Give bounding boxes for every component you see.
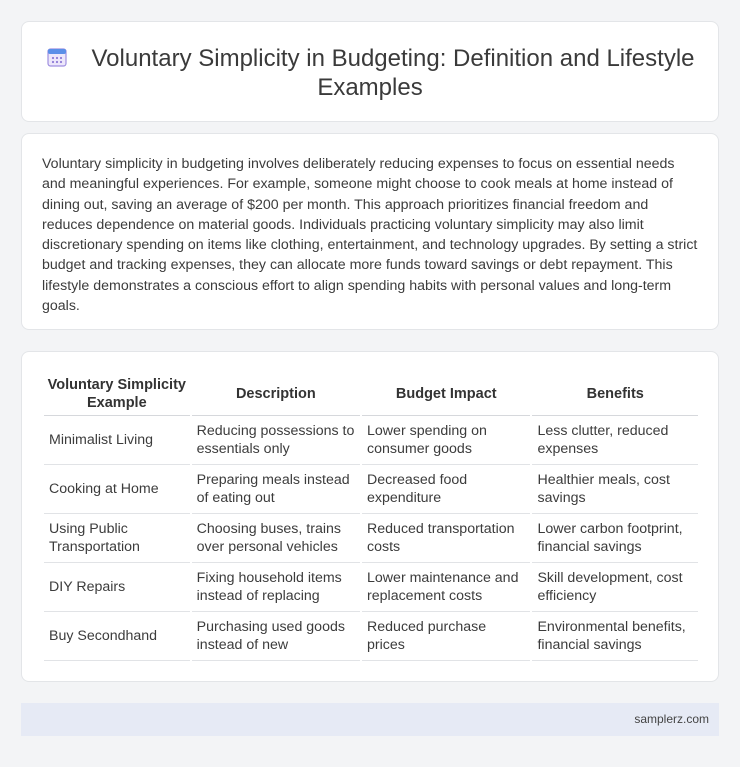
title-card [21,21,719,122]
intro-paragraph: Voluntary simplicity in budgeting involves deliberately reducing expenses to focus on essential needs and meaningful experiences. For example, someone might choose to cook meals at home instead of dining out, saving an average of $200 per month. This approach prioritizes financial freedom and reduces dependence on material goods. Individuals practicing voluntary simplicity may also limit discretionary spending on items like clothing, entertainment, and technology upgrades. By setting a strict budget and tracking expenses, they can allocate more funds toward savings or debt repayment. This lifestyle demonstrates a conscious effort to align spending habits with personal values and long-term goals. [42,156,698,315]
cell-description: Purchasing used goods instead of new [192,612,360,661]
table-row [44,612,698,661]
cell-example: Cooking at Home [44,465,190,514]
header-budget-impact: Budget Impact [362,372,530,416]
examples-table [42,372,700,661]
cell-example: Minimalist Living [44,416,190,465]
table-card [21,351,719,682]
footer-bar [21,703,719,736]
cell-description: Reducing possessions to essentials only [192,416,360,465]
cell-budget-impact: Decreased food expenditure [362,465,530,514]
table-header-row [44,372,698,416]
table-row [44,416,698,465]
cell-budget-impact: Lower maintenance and replacement costs [362,563,530,612]
cell-example: Buy Secondhand [44,612,190,661]
table-row [44,514,698,563]
intro-card [21,133,719,330]
cell-example: DIY Repairs [44,563,190,612]
header-description: Description [192,372,360,416]
table-row [44,465,698,514]
header-example: Voluntary Simplicity Example [44,372,190,416]
cell-description: Fixing household items instead of replacing [192,563,360,612]
page-title: Voluntary Simplicity in Budgeting: Definition and Lifestyle Examples [91,45,695,101]
cell-description: Preparing meals instead of eating out [192,465,360,514]
cell-benefits: Skill development, cost efficiency [532,563,698,612]
page-title-wrap [22,44,718,102]
cell-benefits: Lower carbon footprint, financial savings [532,514,698,563]
cell-example: Using Public Transportation [44,514,190,563]
cell-benefits: Healthier meals, cost savings [532,465,698,514]
header-benefits: Benefits [532,372,698,416]
cell-benefits: Environmental benefits, financial savings [532,612,698,661]
calendar-icon [46,46,68,68]
cell-budget-impact: Reduced purchase prices [362,612,530,661]
cell-description: Choosing buses, trains over personal vehicles [192,514,360,563]
footer-site-link[interactable]: samplerz.com [634,712,709,726]
cell-budget-impact: Lower spending on consumer goods [362,416,530,465]
cell-budget-impact: Reduced transportation costs [362,514,530,563]
cell-benefits: Less clutter, reduced expenses [532,416,698,465]
table-row [44,563,698,612]
